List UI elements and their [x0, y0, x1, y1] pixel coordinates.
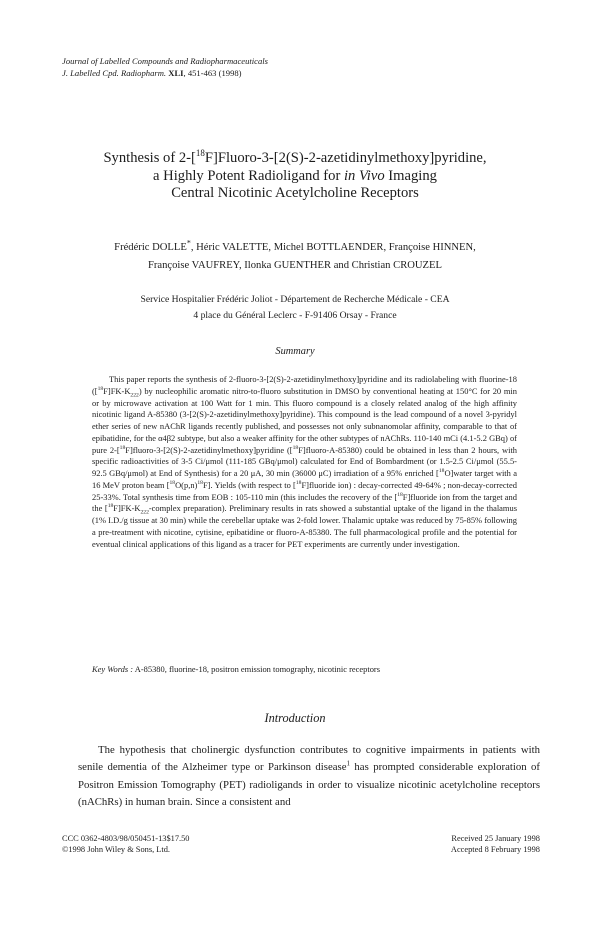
- body-paragraph: The hypothesis that cholinergic dysfunction contributes to cognitive impairments in patients with senile dementia of the Alzheimer type or Parkinson disease$^1$ has prompted considerable exploration of Positron Emission Tomography (PET) radioligands in order to visualize nicotinic acetylcholine receptors (nAChRs) in human brain. Since a consistent and: [78, 744, 540, 808]
- affiliation-line-1: Service Hospitalier Frédéric Joliot - Département de Recherche Médicale - CEA: [140, 294, 450, 305]
- keywords-label: Key Words :: [92, 664, 134, 674]
- copyright: ©1998 John Wiley & Sons, Ltd.: [62, 845, 171, 854]
- title-text: F]Fluoro-3-[2(S)-2-azetidinylmethoxy]pyridine,: [204, 150, 487, 166]
- corresponding-mark: *: [186, 238, 191, 248]
- title-text: Synthesis of 2-[: [103, 150, 196, 166]
- journal-header: [62, 55, 268, 79]
- accepted-date: Accepted 8 February 1998: [450, 845, 540, 854]
- author-names: , Héric VALETTE, Michel BOTTLAENDER, Françoise HINNEN,: [190, 242, 476, 253]
- title-line-1: [60, 150, 530, 168]
- keywords: [92, 663, 517, 675]
- title-italic: in Vivo: [343, 167, 385, 184]
- isotope-superscript: 18: [195, 148, 205, 159]
- reference-marker: 1: [346, 759, 350, 768]
- journal-citation: [62, 67, 268, 79]
- abstract: [92, 374, 517, 550]
- volume: XLI: [168, 68, 184, 78]
- corresponding-author: Frédéric DOLLE: [114, 242, 187, 253]
- ccc-code: CCC 0362-4803/98/050451-13$17.50: [62, 834, 190, 843]
- page-range: , 451-463 (1998): [183, 68, 242, 78]
- paper-title: [60, 150, 530, 203]
- author-list: [60, 239, 530, 274]
- abstract-paragraph: This paper reports the synthesis of 2-fluoro-3-[2(S)-2-azetidinylmethoxy]pyridine and its radiolabeling with fluorine-18 $([^{18}F]FK-K_{222})$ by nucleophilic aromatic nitro-to-fluoro substitution in DMSO by conventional heating at 150°C for 20 min or by microwave activation at 100 Watt for 1 min. This fluoro compound is a closely related analog of the high affinity nicotinic ligand A-85380 (3-[2(S)-2-azetidinylmethoxy]pyridine). This compound is the lead compound of a novel 3-pyridyl ether series of new nAChR ligands recently published, and possesses not only subnanomolar affinity, comparable to that of epibatidine, for the α4β2 subtype, but also a weaker affinity for the other subtypes of nAChRs. 110-140 mCi (4.1-5.2 GBq) of pure 2-[$^{18}$F]fluoro-3-[2(S)-2-azetidinylmethoxy]pyridine ([$^{18}$F]fluoro-A-85380) could be obtained in less than 2 hours, with specific radioactivities of 3-5 Ci/μmol (111-185 GBq/μmol) calculated for End of Bombardment (or 1.5-2.5 Ci/μmol (55.5-92.5 GBq/μmol) at End of Synthesis) for a 20 μA, 30 min (36000 μC) irradiation of a 95% enriched [$^{18}$O]water target with a 16 MeV proton beam $[^{18}O(p,n)^{18}F]$. Yields (with respect to [$^{18}$F]fluoride ion) : decay-corrected 49-64% ; non-decay-corrected 25-33%. Total synthesis time from EOB : 105-110 min (this includes the recovery of the [$^{18}$F]fluoride ion from the target and the $[^{18}F]FK-K_{222}$-complex preparation). Preliminary results in rats showed a substantial uptake of the ligand in the thalamus (1% I.D./g tissue at 30 min) while the cerebellar uptake was 2-fold lower. Thalamic uptake was reduced by 75-85% following a pre-treatment with nicotine, cytisine, epibatidine or fluoro-A-85380. The full pharmacological profile and the potential for eventual clinical applications of this ligand as a tracer for PET experiments are currently under investigation.: [92, 374, 518, 549]
- received-date: Received 25 January 1998: [451, 834, 540, 843]
- introduction-heading: Introduction: [264, 711, 326, 725]
- citation-abbrev: J. Labelled Cpd. Radiopharm.: [62, 68, 167, 78]
- author-line-1: [60, 239, 530, 257]
- affiliation: [60, 292, 530, 324]
- journal-name: Journal of Labelled Compounds and Radiopharmaceuticals: [62, 56, 268, 66]
- title-text: Imaging: [384, 167, 437, 184]
- introduction-body: [78, 742, 540, 811]
- affiliation-line-2: 4 place du Général Leclerc - F-91406 Orsay - France: [193, 310, 397, 321]
- summary-heading: Summary: [275, 346, 315, 357]
- footer-right: [440, 833, 540, 855]
- title-text: a Highly Potent Radioligand for: [153, 167, 344, 184]
- footer-left: [62, 833, 190, 855]
- title-line-3: Central Nicotinic Acetylcholine Receptors: [171, 185, 419, 201]
- keywords-list: A-85380, fluorine-18, positron emission tomography, nicotinic receptors: [133, 664, 381, 674]
- author-line-2: Françoise VAUFREY, Ilonka GUENTHER and Christian CROUZEL: [148, 259, 442, 271]
- title-line-2: [60, 168, 530, 186]
